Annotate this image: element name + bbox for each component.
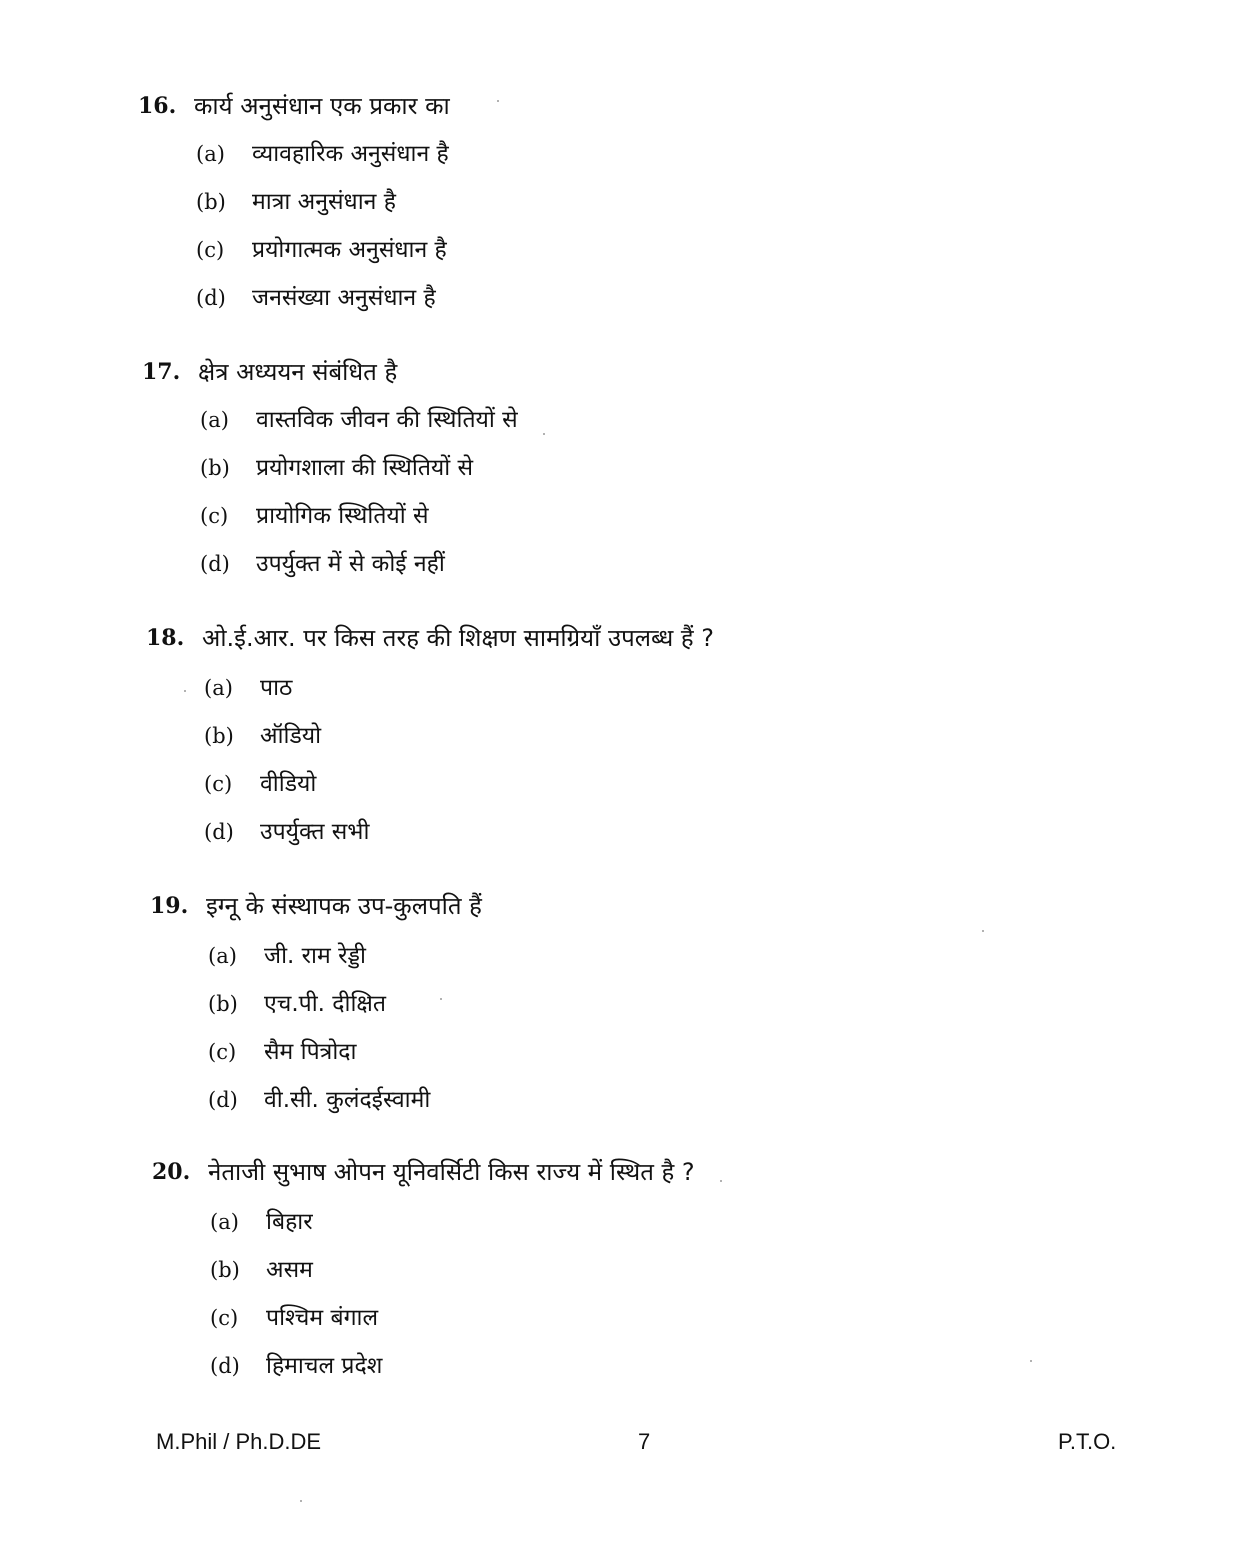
option-text: वी.सी. कुलंदईस्वामी — [264, 1087, 431, 1113]
scan-speck — [300, 1500, 302, 1502]
footer-page-number: 7 — [638, 1429, 651, 1454]
option-letter: (d) — [200, 552, 230, 576]
option-text: हिमाचल प्रदेश — [266, 1353, 383, 1379]
question-text: इग्नू के संस्थापक उप-कुलपति हैं — [206, 892, 482, 920]
option-text: पाठ — [260, 675, 293, 701]
option-letter: (a) — [208, 944, 237, 968]
option-text: एच.पी. दीक्षित — [264, 991, 387, 1017]
scan-speck — [440, 998, 442, 1000]
scan-speck — [543, 433, 545, 435]
footer-course-code: M.Phil / Ph.D.DE — [156, 1429, 322, 1454]
question-text: कार्य अनुसंधान एक प्रकार का — [194, 92, 450, 120]
footer-pto: P.T.O. — [1058, 1429, 1117, 1454]
scan-speck — [1030, 1360, 1032, 1362]
option-text: प्रयोगात्मक अनुसंधान है — [252, 237, 447, 263]
question-number: 17. — [142, 359, 181, 385]
option-text: प्रयोगशाला की स्थितियों से — [256, 455, 474, 481]
option-letter: (b) — [210, 1258, 240, 1282]
option-text: पश्चिम बंगाल — [266, 1305, 379, 1331]
option-letter: (b) — [208, 992, 238, 1016]
question-number: 18. — [146, 625, 185, 651]
option-letter: (d) — [196, 286, 226, 310]
scan-speck — [497, 100, 499, 102]
option-text: जी. राम रेड्डी — [264, 943, 366, 969]
question-number: 19. — [150, 893, 189, 919]
option-letter: (c) — [204, 772, 233, 796]
question-number: 20. — [152, 1159, 191, 1185]
option-letter: (a) — [204, 676, 233, 700]
option-letter: (c) — [200, 504, 229, 528]
option-text: मात्रा अनुसंधान है — [252, 189, 396, 215]
option-text: प्रायोगिक स्थितियों से — [256, 503, 429, 529]
option-text: उपर्युक्त में से कोई नहीं — [256, 551, 445, 577]
option-text: सैम पित्रोदा — [264, 1039, 357, 1065]
option-text: जनसंख्या अनुसंधान है — [252, 285, 436, 311]
option-letter: (d) — [208, 1088, 238, 1112]
scan-speck — [720, 1180, 722, 1182]
option-text: असम — [266, 1257, 313, 1283]
option-text: वीडियो — [260, 771, 317, 797]
option-letter: (c) — [196, 238, 225, 262]
question-text: ओ.ई.आर. पर किस तरह की शिक्षण सामग्रियाँ उपलब्ध हैं ? — [202, 624, 715, 652]
option-letter: (b) — [200, 456, 230, 480]
option-text: वास्तविक जीवन की स्थितियों से — [256, 407, 518, 433]
option-letter: (c) — [210, 1306, 239, 1330]
scan-speck — [982, 930, 984, 932]
option-letter: (a) — [196, 142, 225, 166]
question-number: 16. — [138, 93, 177, 119]
option-letter: (d) — [210, 1354, 240, 1378]
option-text: बिहार — [266, 1209, 313, 1235]
scan-speck — [184, 690, 186, 692]
option-letter: (d) — [204, 820, 234, 844]
question-text: नेताजी सुभाष ओपन यूनिवर्सिटी किस राज्य में स्थित है ? — [208, 1158, 695, 1186]
option-text: उपर्युक्त सभी — [260, 819, 370, 845]
option-text: ऑडियो — [260, 723, 322, 749]
option-text: व्यावहारिक अनुसंधान है — [252, 141, 449, 167]
option-letter: (a) — [200, 408, 229, 432]
option-letter: (b) — [204, 724, 234, 748]
option-letter: (b) — [196, 190, 226, 214]
option-letter: (c) — [208, 1040, 237, 1064]
option-letter: (a) — [210, 1210, 239, 1234]
question-text: क्षेत्र अध्ययन संबंधित है — [198, 358, 398, 386]
